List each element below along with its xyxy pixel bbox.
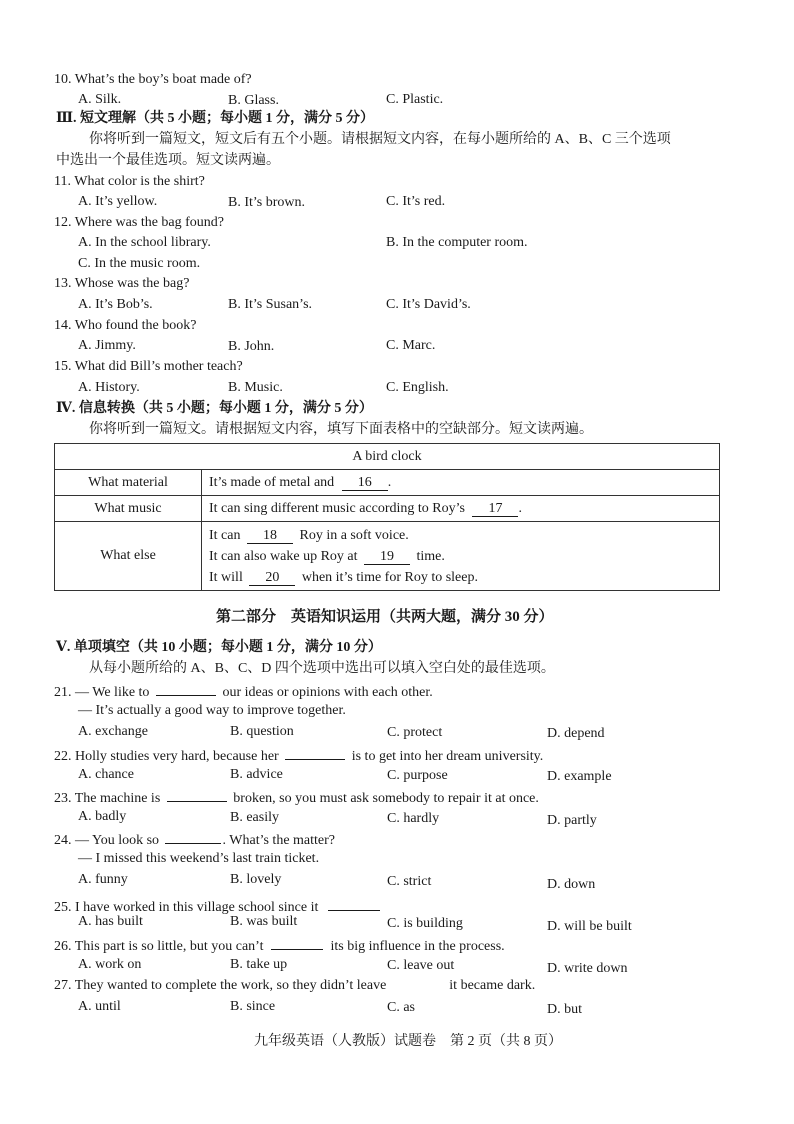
question-23-stem [54, 787, 539, 808]
question-11-stem: 11. What color is the shirt? [54, 174, 205, 189]
q27-option-c: C. as [387, 1000, 415, 1015]
bird-clock-table [54, 443, 720, 591]
row2-end: . [518, 500, 522, 516]
q24-part1: 24. — You look so [54, 833, 160, 848]
q24-reply: — I missed this weekend’s last train ticket. [78, 851, 320, 866]
question-21-stem [54, 681, 433, 702]
q23-part1: 23. The machine is [54, 791, 161, 806]
q27-option-a: A. until [78, 999, 121, 1014]
q23-option-c: C. hardly [387, 811, 440, 826]
row1-end: . [387, 474, 392, 490]
q23-option-b: B. easily [230, 810, 279, 825]
row-label-material: What material [55, 470, 202, 496]
question-13-stem: 13. Whose was the bag? [54, 276, 190, 291]
q27-option-d: D. but [547, 1002, 582, 1017]
question-22-stem [54, 745, 543, 766]
q10-option-a: A. Silk. [78, 92, 122, 107]
question-24-stem [54, 829, 335, 850]
q26-option-b: B. take up [230, 957, 288, 972]
q24-option-b: B. lovely [230, 872, 282, 887]
row2-text: It can sing different music according to Roy’s [209, 500, 465, 516]
q10-option-c: C. Plastic. [386, 92, 444, 107]
blank-17: 17 [472, 501, 518, 517]
q14-option-c: C. Marc. [386, 338, 436, 353]
question-12-stem: 12. Where was the bag found? [54, 215, 225, 230]
q24-part2: . What’s the matter? [222, 833, 336, 848]
q24-option-a: A. funny [78, 872, 128, 887]
blank-25 [328, 892, 380, 911]
blank-19: 19 [364, 549, 410, 565]
q27-part2: it became dark. [449, 978, 536, 993]
section-4-title: Ⅳ. 信息转换（共 5 小题；每小题 1 分，满分 5 分） [56, 401, 373, 416]
q24-option-c: C. strict [387, 874, 432, 889]
q11-option-a: A. It’s yellow. [78, 194, 158, 209]
q25-part1: 25. I have worked in this village school since it [54, 900, 319, 915]
blank-20: 20 [249, 570, 295, 586]
question-27-stem [54, 977, 535, 995]
blank-21 [156, 681, 216, 696]
row3-line3-post: when it’s time for Roy to sleep. [301, 569, 478, 585]
q27-part1: 27. They wanted to complete the work, so they didn’t leave [54, 978, 387, 993]
q15-option-b: B. Music. [228, 380, 283, 395]
q21-part1: 21. — We like to [54, 685, 150, 700]
q25-option-c: C. is building [387, 916, 463, 931]
q22-option-d: D. example [547, 769, 612, 784]
q22-option-b: B. advice [230, 767, 283, 782]
q15-option-a: A. History. [78, 380, 140, 395]
q22-part1: 22. Holly studies very hard, because her [54, 749, 279, 764]
row3-line2-pre: It can also wake up Roy at [209, 548, 358, 564]
q12-option-b: B. In the computer room. [386, 235, 528, 250]
row-label-music: What music [55, 496, 202, 522]
section-5-instruction: 从每小题所给的 A、B、C、D 四个选项中选出可以填入空白处的最佳选项。 [89, 661, 555, 676]
q25-option-d: D. will be built [547, 919, 632, 934]
q24-option-d: D. down [547, 877, 596, 892]
question-26-stem [54, 935, 505, 956]
q13-option-a: A. It’s Bob’s. [78, 297, 153, 312]
q22-option-c: C. purpose [387, 768, 448, 783]
section-3-title: Ⅲ. 短文理解（共 5 小题；每小题 1 分，满分 5 分） [56, 111, 375, 126]
q23-option-a: A. badly [78, 809, 127, 824]
q21-option-c: C. protect [387, 725, 443, 740]
q14-option-a: A. Jimmy. [78, 338, 136, 353]
q22-option-a: A. chance [78, 767, 134, 782]
row-content-material [202, 470, 720, 496]
q11-option-b: B. It’s brown. [228, 195, 305, 210]
row-content-music [202, 496, 720, 522]
q11-option-c: C. It’s red. [386, 194, 446, 209]
row3-line1-pre: It can [209, 527, 241, 543]
q25-option-b: B. was built [230, 914, 298, 929]
q10-option-b: B. Glass. [228, 93, 279, 108]
question-14-stem: 14. Who found the book? [54, 318, 197, 333]
q21-reply: — It’s actually a good way to improve together. [78, 703, 346, 718]
question-10-stem: 10. What’s the boy’s boat made of? [54, 72, 252, 87]
q22-part2: is to get into her dream university. [351, 749, 544, 764]
blank-16: 16 [342, 475, 388, 491]
part-2-heading: 第二部分 英语知识运用（共两大题，满分 30 分） [216, 609, 554, 625]
q26-part1: 26. This part is so little, but you can’t [54, 939, 264, 954]
row1-text: It’s made of metal and [209, 474, 335, 490]
q21-option-a: A. exchange [78, 724, 148, 739]
row-content-else [202, 522, 720, 591]
blank-24 [165, 829, 221, 844]
q26-option-a: A. work on [78, 957, 142, 972]
q23-part2: broken, so you must ask somebody to repair it at once. [233, 791, 539, 806]
q26-option-c: C. leave out [387, 958, 455, 973]
blank-18: 18 [247, 528, 293, 544]
page-footer: 九年级英语（人教版）试题卷 第 2 页（共 8 页） [254, 1034, 562, 1049]
section-5-title: Ⅴ. 单项填空（共 10 小题；每小题 1 分，满分 10 分） [56, 640, 382, 655]
q14-option-b: B. John. [228, 339, 275, 354]
q25-option-a: A. has built [78, 914, 143, 929]
q12-option-c: C. In the music room. [78, 256, 201, 271]
q27-option-b: B. since [230, 999, 276, 1014]
q21-option-b: B. question [230, 724, 294, 739]
q21-option-d: D. depend [547, 726, 605, 741]
q13-option-b: B. It’s Susan’s. [228, 297, 313, 312]
q21-part2: our ideas or opinions with each other. [222, 685, 433, 700]
blank-26 [271, 935, 323, 950]
blank-23 [167, 787, 227, 802]
q13-option-c: C. It’s David’s. [386, 297, 471, 312]
row3-line3-pre: It will [209, 569, 243, 585]
q15-option-c: C. English. [386, 380, 449, 395]
question-15-stem: 15. What did Bill’s mother teach? [54, 359, 243, 374]
row-label-else: What else [55, 522, 202, 591]
section-4-instruction: 你将听到一篇短文。请根据短文内容，填写下面表格中的空缺部分。短文读两遍。 [89, 422, 593, 437]
section-3-instruction-line1: 你将听到一篇短文，短文后有五个小题。请根据短文内容，在每小题所给的 A、B、C 三个选项 [89, 132, 671, 147]
table-title: A bird clock [55, 444, 720, 470]
q23-option-d: D. partly [547, 813, 597, 828]
section-3-instruction-line2: 中选出一个最佳选项。短文读两遍。 [56, 153, 280, 168]
q12-option-a: A. In the school library. [78, 235, 211, 250]
q26-part2: its big influence in the process. [330, 939, 505, 954]
q26-option-d: D. write down [547, 961, 628, 976]
row3-line2-post: time. [416, 548, 445, 564]
blank-22 [285, 745, 345, 760]
row3-line1-post: Roy in a soft voice. [299, 527, 409, 543]
